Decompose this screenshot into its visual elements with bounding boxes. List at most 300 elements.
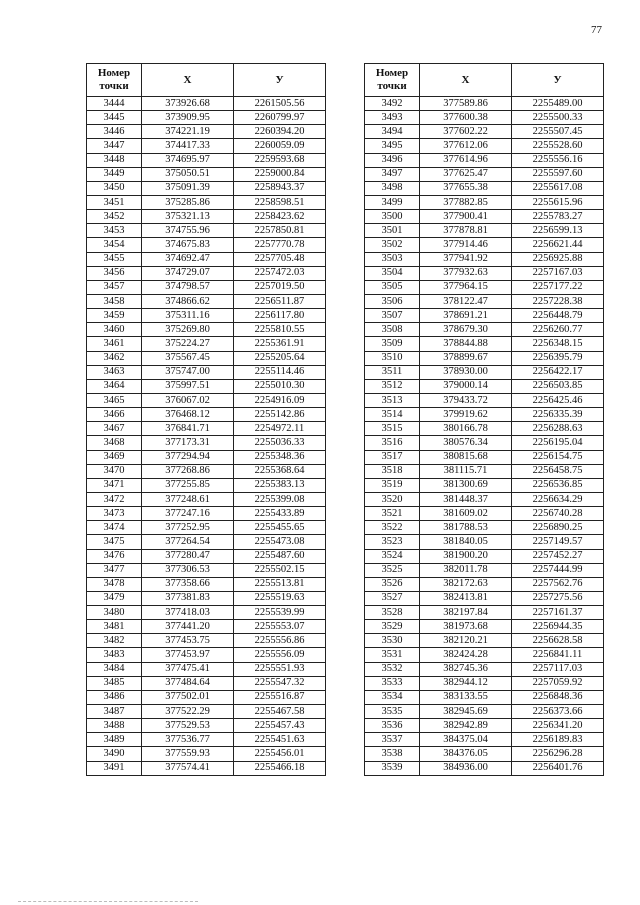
- x-coordinate-cell: 381448.37: [420, 492, 512, 506]
- x-coordinate-cell: 377559.93: [142, 747, 234, 761]
- y-coordinate-cell: 2257850.81: [234, 224, 326, 238]
- y-coordinate-cell: 2254916.09: [234, 393, 326, 407]
- point-number-cell: 3445: [87, 111, 142, 125]
- y-coordinate-cell: 2256425.46: [512, 393, 604, 407]
- point-number-cell: 3530: [365, 634, 420, 648]
- table-row: [87, 252, 326, 266]
- y-coordinate-cell: 2257770.78: [234, 238, 326, 252]
- table-row: [365, 662, 604, 676]
- y-coordinate-cell: 2259593.68: [234, 153, 326, 167]
- y-coordinate-cell: 2257161.37: [512, 606, 604, 620]
- x-coordinate-cell: 378679.30: [420, 323, 512, 337]
- table-row: [365, 507, 604, 521]
- y-coordinate-cell: 2255361.91: [234, 337, 326, 351]
- x-coordinate-cell: 377574.41: [142, 761, 234, 775]
- x-coordinate-cell: 377252.95: [142, 521, 234, 535]
- x-coordinate-cell: 376468.12: [142, 408, 234, 422]
- point-number-cell: 3503: [365, 252, 420, 266]
- x-coordinate-cell: 381115.71: [420, 464, 512, 478]
- y-coordinate-cell: 2256599.13: [512, 224, 604, 238]
- x-coordinate-cell: 382945.69: [420, 705, 512, 719]
- y-coordinate-cell: 2256634.29: [512, 492, 604, 506]
- x-coordinate-cell: 377453.97: [142, 648, 234, 662]
- point-number-cell: 3456: [87, 266, 142, 280]
- x-coordinate-cell: 377255.85: [142, 478, 234, 492]
- table-row: [87, 195, 326, 209]
- table-row: [365, 478, 604, 492]
- y-coordinate-cell: 2256288.63: [512, 422, 604, 436]
- point-number-cell: 3532: [365, 662, 420, 676]
- y-coordinate-cell: 2257167.03: [512, 266, 604, 280]
- table-row: [365, 549, 604, 563]
- table-row: [87, 337, 326, 351]
- point-number-cell: 3461: [87, 337, 142, 351]
- y-coordinate-cell: 2255473.08: [234, 535, 326, 549]
- table-row: [87, 464, 326, 478]
- table-body-left: [87, 97, 326, 776]
- table-row: [87, 280, 326, 294]
- point-number-cell: 3507: [365, 309, 420, 323]
- x-coordinate-cell: 381900.20: [420, 549, 512, 563]
- y-coordinate-cell: 2260799.97: [234, 111, 326, 125]
- table-row: [87, 436, 326, 450]
- y-coordinate-cell: 2255556.86: [234, 634, 326, 648]
- table-row: [87, 266, 326, 280]
- y-coordinate-cell: 2255466.18: [234, 761, 326, 775]
- x-coordinate-cell: 377502.01: [142, 690, 234, 704]
- y-coordinate-cell: 2255383.13: [234, 478, 326, 492]
- point-number-cell: 3449: [87, 167, 142, 181]
- table-row: [365, 620, 604, 634]
- footer-divider: [18, 901, 198, 902]
- x-coordinate-cell: 375091.39: [142, 181, 234, 195]
- table-row: [87, 478, 326, 492]
- point-number-cell: 3465: [87, 393, 142, 407]
- point-number-cell: 3444: [87, 97, 142, 111]
- table-row: [87, 450, 326, 464]
- x-coordinate-cell: 374417.33: [142, 139, 234, 153]
- x-coordinate-cell: 378691.21: [420, 309, 512, 323]
- table-row: [87, 733, 326, 747]
- point-number-cell: 3527: [365, 591, 420, 605]
- y-coordinate-cell: 2256740.28: [512, 507, 604, 521]
- y-coordinate-cell: 2256348.15: [512, 337, 604, 351]
- y-coordinate-cell: 2255547.32: [234, 676, 326, 690]
- x-coordinate-cell: 377941.92: [420, 252, 512, 266]
- table-row: [365, 195, 604, 209]
- point-number-cell: 3457: [87, 280, 142, 294]
- point-number-cell: 3526: [365, 577, 420, 591]
- point-number-cell: 3462: [87, 351, 142, 365]
- table-row: [87, 690, 326, 704]
- point-number-cell: 3524: [365, 549, 420, 563]
- point-number-cell: 3505: [365, 280, 420, 294]
- table-row: [365, 563, 604, 577]
- x-coordinate-cell: 374221.19: [142, 125, 234, 139]
- table-row: [87, 111, 326, 125]
- y-coordinate-cell: 2257452.27: [512, 549, 604, 563]
- point-number-cell: 3448: [87, 153, 142, 167]
- y-coordinate-cell: 2256296.28: [512, 747, 604, 761]
- table-row: [87, 153, 326, 167]
- x-coordinate-cell: 382424.28: [420, 648, 512, 662]
- point-number-cell: 3485: [87, 676, 142, 690]
- table-row: [365, 648, 604, 662]
- header-point-number: Номер точки: [87, 64, 142, 97]
- point-number-cell: 3450: [87, 181, 142, 195]
- x-coordinate-cell: 375050.51: [142, 167, 234, 181]
- point-number-cell: 3473: [87, 507, 142, 521]
- y-coordinate-cell: 2257275.56: [512, 591, 604, 605]
- point-number-cell: 3531: [365, 648, 420, 662]
- y-coordinate-cell: 2255556.09: [234, 648, 326, 662]
- table-row: [365, 365, 604, 379]
- point-number-cell: 3489: [87, 733, 142, 747]
- table-row: [365, 309, 604, 323]
- y-coordinate-cell: 2257472.03: [234, 266, 326, 280]
- table-row: [87, 408, 326, 422]
- y-coordinate-cell: 2256341.20: [512, 719, 604, 733]
- x-coordinate-cell: 378899.67: [420, 351, 512, 365]
- x-coordinate-cell: 375311.16: [142, 309, 234, 323]
- point-number-cell: 3482: [87, 634, 142, 648]
- x-coordinate-cell: 377358.66: [142, 577, 234, 591]
- x-coordinate-cell: 382413.81: [420, 591, 512, 605]
- y-coordinate-cell: 2255489.00: [512, 97, 604, 111]
- point-number-cell: 3494: [365, 125, 420, 139]
- header-y: У: [512, 64, 604, 97]
- x-coordinate-cell: 377600.38: [420, 111, 512, 125]
- x-coordinate-cell: 377529.53: [142, 719, 234, 733]
- x-coordinate-cell: 380166.78: [420, 422, 512, 436]
- point-number-cell: 3517: [365, 450, 420, 464]
- point-number-cell: 3446: [87, 125, 142, 139]
- point-number-cell: 3488: [87, 719, 142, 733]
- y-coordinate-cell: 2256944.35: [512, 620, 604, 634]
- point-number-cell: 3480: [87, 606, 142, 620]
- y-coordinate-cell: 2255783.27: [512, 210, 604, 224]
- table-row: [365, 266, 604, 280]
- y-coordinate-cell: 2255507.45: [512, 125, 604, 139]
- y-coordinate-cell: 2258943.37: [234, 181, 326, 195]
- table-row: [365, 761, 604, 775]
- table-row: [365, 408, 604, 422]
- y-coordinate-cell: 2254972.11: [234, 422, 326, 436]
- table-row: [365, 111, 604, 125]
- x-coordinate-cell: 375224.27: [142, 337, 234, 351]
- x-coordinate-cell: 375747.00: [142, 365, 234, 379]
- table-row: [87, 139, 326, 153]
- table-row: [87, 351, 326, 365]
- table-row: [87, 591, 326, 605]
- x-coordinate-cell: 377280.47: [142, 549, 234, 563]
- x-coordinate-cell: 382120.21: [420, 634, 512, 648]
- point-number-cell: 3496: [365, 153, 420, 167]
- y-coordinate-cell: 2255036.33: [234, 436, 326, 450]
- x-coordinate-cell: 381300.69: [420, 478, 512, 492]
- x-coordinate-cell: 377173.31: [142, 436, 234, 450]
- y-coordinate-cell: 2255368.64: [234, 464, 326, 478]
- table-row: [87, 521, 326, 535]
- point-number-cell: 3468: [87, 436, 142, 450]
- y-coordinate-cell: 2257019.50: [234, 280, 326, 294]
- point-number-cell: 3467: [87, 422, 142, 436]
- y-coordinate-cell: 2256154.75: [512, 450, 604, 464]
- x-coordinate-cell: 377612.06: [420, 139, 512, 153]
- point-number-cell: 3463: [87, 365, 142, 379]
- table-row: [87, 719, 326, 733]
- table-header-row: [365, 64, 604, 97]
- y-coordinate-cell: 2255513.81: [234, 577, 326, 591]
- y-coordinate-cell: 2255456.01: [234, 747, 326, 761]
- x-coordinate-cell: 373909.95: [142, 111, 234, 125]
- table-row: [87, 492, 326, 506]
- table-row: [87, 747, 326, 761]
- y-coordinate-cell: 2255451.63: [234, 733, 326, 747]
- x-coordinate-cell: 382942.89: [420, 719, 512, 733]
- table-row: [87, 309, 326, 323]
- table-row: [365, 422, 604, 436]
- table-row: [87, 210, 326, 224]
- x-coordinate-cell: 377625.47: [420, 167, 512, 181]
- y-coordinate-cell: 2256848.36: [512, 690, 604, 704]
- y-coordinate-cell: 2255500.33: [512, 111, 604, 125]
- x-coordinate-cell: 377247.16: [142, 507, 234, 521]
- y-coordinate-cell: 2255810.55: [234, 323, 326, 337]
- y-coordinate-cell: 2258598.51: [234, 195, 326, 209]
- x-coordinate-cell: 375269.80: [142, 323, 234, 337]
- x-coordinate-cell: 374695.97: [142, 153, 234, 167]
- x-coordinate-cell: 384375.04: [420, 733, 512, 747]
- x-coordinate-cell: 380815.68: [420, 450, 512, 464]
- y-coordinate-cell: 2257562.76: [512, 577, 604, 591]
- point-number-cell: 3459: [87, 309, 142, 323]
- point-number-cell: 3483: [87, 648, 142, 662]
- y-coordinate-cell: 2256373.66: [512, 705, 604, 719]
- point-number-cell: 3529: [365, 620, 420, 634]
- table-row: [365, 167, 604, 181]
- y-coordinate-cell: 2259000.84: [234, 167, 326, 181]
- table-row: [87, 97, 326, 111]
- y-coordinate-cell: 2255516.87: [234, 690, 326, 704]
- point-number-cell: 3504: [365, 266, 420, 280]
- y-coordinate-cell: 2256335.39: [512, 408, 604, 422]
- table-row: [87, 224, 326, 238]
- y-coordinate-cell: 2255205.64: [234, 351, 326, 365]
- x-coordinate-cell: 377294.94: [142, 450, 234, 464]
- y-coordinate-cell: 2256195.04: [512, 436, 604, 450]
- point-number-cell: 3477: [87, 563, 142, 577]
- y-coordinate-cell: 2256628.58: [512, 634, 604, 648]
- y-coordinate-cell: 2255467.58: [234, 705, 326, 719]
- table-row: [87, 634, 326, 648]
- table-row: [365, 393, 604, 407]
- point-number-cell: 3492: [365, 97, 420, 111]
- x-coordinate-cell: 381973.68: [420, 620, 512, 634]
- point-number-cell: 3476: [87, 549, 142, 563]
- x-coordinate-cell: 382944.12: [420, 676, 512, 690]
- x-coordinate-cell: 377878.81: [420, 224, 512, 238]
- x-coordinate-cell: 374729.07: [142, 266, 234, 280]
- x-coordinate-cell: 384936.00: [420, 761, 512, 775]
- x-coordinate-cell: 380576.34: [420, 436, 512, 450]
- y-coordinate-cell: 2256890.25: [512, 521, 604, 535]
- y-coordinate-cell: 2257705.48: [234, 252, 326, 266]
- header-x: X: [420, 64, 512, 97]
- point-number-cell: 3501: [365, 224, 420, 238]
- point-number-cell: 3460: [87, 323, 142, 337]
- y-coordinate-cell: 2255455.65: [234, 521, 326, 535]
- point-number-cell: 3528: [365, 606, 420, 620]
- table-row: [365, 153, 604, 167]
- y-coordinate-cell: 2256189.83: [512, 733, 604, 747]
- table-row: [365, 733, 604, 747]
- point-number-cell: 3514: [365, 408, 420, 422]
- y-coordinate-cell: 2257228.38: [512, 294, 604, 308]
- y-coordinate-cell: 2255553.07: [234, 620, 326, 634]
- x-coordinate-cell: 373926.68: [142, 97, 234, 111]
- point-number-cell: 3537: [365, 733, 420, 747]
- point-number-cell: 3508: [365, 323, 420, 337]
- table-body-right: [365, 97, 604, 776]
- table-row: [365, 747, 604, 761]
- x-coordinate-cell: 377418.03: [142, 606, 234, 620]
- x-coordinate-cell: 377655.38: [420, 181, 512, 195]
- x-coordinate-cell: 376841.71: [142, 422, 234, 436]
- x-coordinate-cell: 374798.57: [142, 280, 234, 294]
- x-coordinate-cell: 374866.62: [142, 294, 234, 308]
- header-point-number: Номер точки: [365, 64, 420, 97]
- point-number-cell: 3451: [87, 195, 142, 209]
- point-number-cell: 3499: [365, 195, 420, 209]
- point-number-cell: 3535: [365, 705, 420, 719]
- point-number-cell: 3471: [87, 478, 142, 492]
- table-row: [365, 705, 604, 719]
- coordinates-table-right: [364, 63, 604, 776]
- table-row: [87, 761, 326, 775]
- point-number-cell: 3481: [87, 620, 142, 634]
- y-coordinate-cell: 2255556.16: [512, 153, 604, 167]
- header-x: X: [142, 64, 234, 97]
- point-number-cell: 3472: [87, 492, 142, 506]
- y-coordinate-cell: 2256458.75: [512, 464, 604, 478]
- y-coordinate-cell: 2255433.89: [234, 507, 326, 521]
- table-row: [365, 181, 604, 195]
- point-number-cell: 3500: [365, 210, 420, 224]
- y-coordinate-cell: 2255615.96: [512, 195, 604, 209]
- y-coordinate-cell: 2260394.20: [234, 125, 326, 139]
- y-coordinate-cell: 2256925.88: [512, 252, 604, 266]
- table-row: [87, 125, 326, 139]
- y-coordinate-cell: 2257117.03: [512, 662, 604, 676]
- table-row: [365, 521, 604, 535]
- x-coordinate-cell: 377441.20: [142, 620, 234, 634]
- table-row: [87, 535, 326, 549]
- x-coordinate-cell: 376067.02: [142, 393, 234, 407]
- y-coordinate-cell: 2256117.80: [234, 309, 326, 323]
- table-row: [365, 238, 604, 252]
- y-coordinate-cell: 2255114.46: [234, 365, 326, 379]
- x-coordinate-cell: 377964.15: [420, 280, 512, 294]
- x-coordinate-cell: 382197.84: [420, 606, 512, 620]
- x-coordinate-cell: 379000.14: [420, 379, 512, 393]
- table-row: [365, 97, 604, 111]
- point-number-cell: 3536: [365, 719, 420, 733]
- y-coordinate-cell: 2257177.22: [512, 280, 604, 294]
- x-coordinate-cell: 374675.83: [142, 238, 234, 252]
- y-coordinate-cell: 2255348.36: [234, 450, 326, 464]
- x-coordinate-cell: 379433.72: [420, 393, 512, 407]
- y-coordinate-cell: 2257444.99: [512, 563, 604, 577]
- table-row: [365, 351, 604, 365]
- x-coordinate-cell: 377264.54: [142, 535, 234, 549]
- x-coordinate-cell: 379919.62: [420, 408, 512, 422]
- point-number-cell: 3486: [87, 690, 142, 704]
- point-number-cell: 3519: [365, 478, 420, 492]
- table-row: [87, 662, 326, 676]
- table-row: [365, 294, 604, 308]
- point-number-cell: 3479: [87, 591, 142, 605]
- table-row: [365, 535, 604, 549]
- point-number-cell: 3497: [365, 167, 420, 181]
- x-coordinate-cell: 377248.61: [142, 492, 234, 506]
- x-coordinate-cell: 382172.63: [420, 577, 512, 591]
- point-number-cell: 3466: [87, 408, 142, 422]
- y-coordinate-cell: 2260059.09: [234, 139, 326, 153]
- table-header-row: [87, 64, 326, 97]
- y-coordinate-cell: 2255399.08: [234, 492, 326, 506]
- point-number-cell: 3525: [365, 563, 420, 577]
- x-coordinate-cell: 377522.29: [142, 705, 234, 719]
- page-number: 77: [591, 24, 602, 36]
- x-coordinate-cell: 377589.86: [420, 97, 512, 111]
- table-row: [87, 705, 326, 719]
- y-coordinate-cell: 2255010.30: [234, 379, 326, 393]
- point-number-cell: 3478: [87, 577, 142, 591]
- point-number-cell: 3470: [87, 464, 142, 478]
- y-coordinate-cell: 2257149.57: [512, 535, 604, 549]
- x-coordinate-cell: 375567.45: [142, 351, 234, 365]
- table-row: [365, 577, 604, 591]
- table-row: [365, 379, 604, 393]
- x-coordinate-cell: 384376.05: [420, 747, 512, 761]
- table-row: [365, 139, 604, 153]
- table-row: [365, 210, 604, 224]
- y-coordinate-cell: 2261505.56: [234, 97, 326, 111]
- y-coordinate-cell: 2258423.62: [234, 210, 326, 224]
- y-coordinate-cell: 2256503.85: [512, 379, 604, 393]
- point-number-cell: 3458: [87, 294, 142, 308]
- table-row: [87, 181, 326, 195]
- table-row: [87, 507, 326, 521]
- x-coordinate-cell: 377475.41: [142, 662, 234, 676]
- y-coordinate-cell: 2256841.11: [512, 648, 604, 662]
- table-row: [365, 436, 604, 450]
- point-number-cell: 3490: [87, 747, 142, 761]
- x-coordinate-cell: 374755.96: [142, 224, 234, 238]
- y-coordinate-cell: 2257059.92: [512, 676, 604, 690]
- x-coordinate-cell: 378930.00: [420, 365, 512, 379]
- y-coordinate-cell: 2256260.77: [512, 323, 604, 337]
- y-coordinate-cell: 2256448.79: [512, 309, 604, 323]
- table-row: [365, 252, 604, 266]
- point-number-cell: 3515: [365, 422, 420, 436]
- table-row: [87, 365, 326, 379]
- table-row: [365, 591, 604, 605]
- point-number-cell: 3513: [365, 393, 420, 407]
- point-number-cell: 3454: [87, 238, 142, 252]
- point-number-cell: 3487: [87, 705, 142, 719]
